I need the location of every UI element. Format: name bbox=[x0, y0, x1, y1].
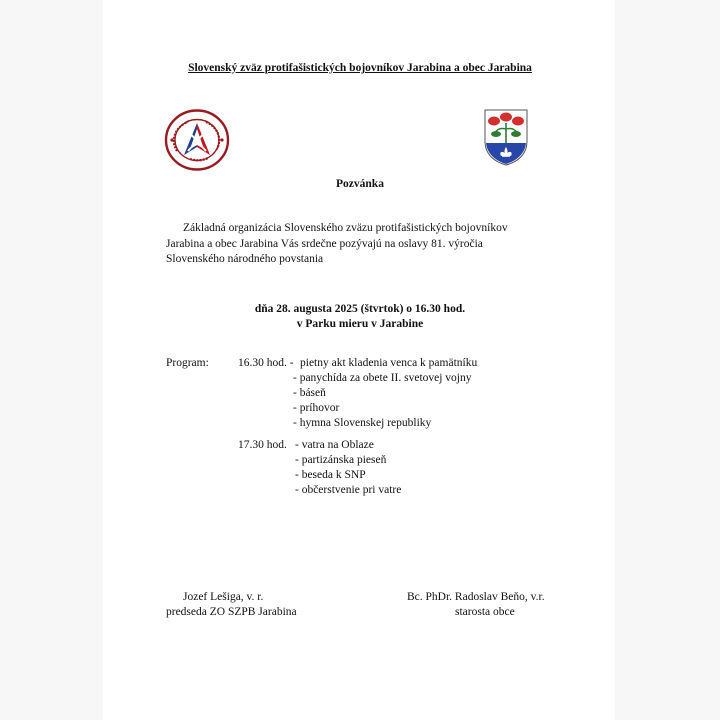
intro-paragraph bbox=[166, 221, 566, 268]
program-item: - vatra na Oblaze bbox=[295, 439, 374, 451]
program-item: - hymna Slovenskej republiky bbox=[293, 417, 432, 429]
signature-right bbox=[407, 590, 545, 620]
invitation-title: Pozvánka bbox=[336, 178, 384, 190]
signature-left-role: predseda ZO SZPB Jarabina bbox=[166, 606, 297, 618]
program-item: - beseda k SNP bbox=[295, 469, 366, 481]
intro-line-1: Základná organizácia Slovenského zväzu protifašistických bojovníkov bbox=[183, 222, 508, 234]
program-item: - občerstvenie pri vatre bbox=[295, 484, 402, 496]
organizers-heading: Slovenský zväz protifašistických bojovníkov Jarabina a obec Jarabina bbox=[188, 62, 532, 74]
page-margin-right bbox=[615, 0, 720, 720]
signature-left bbox=[166, 590, 297, 620]
signature-right-name: Bc. PhDr. Radoslav Beňo, v.r. bbox=[407, 591, 545, 603]
program-label: Program: bbox=[166, 357, 209, 369]
program-time-2: 17.30 hod. bbox=[238, 439, 287, 451]
signature-left-name: Jozef Lešiga, v. r. bbox=[183, 591, 264, 603]
signature-right-role: starosta obce bbox=[455, 606, 515, 618]
program-item: - partizánska pieseň bbox=[295, 454, 387, 466]
jarabina-coat-of-arms-logo bbox=[484, 109, 528, 166]
program-item: - báseň bbox=[293, 387, 326, 399]
intro-line-2: Jarabina a obec Jarabina Vás srdečne pozývajú na oslavy 81. výročia bbox=[166, 237, 483, 250]
intro-line-3: Slovenského národného povstania bbox=[166, 253, 324, 265]
page-margin-left bbox=[0, 0, 103, 720]
program-item: pietny akt kladenia venca k pamätníku bbox=[300, 357, 478, 369]
program-time-1: 16.30 hod. - bbox=[238, 357, 294, 369]
event-date: dňa 28. augusta 2025 (štvrtok) o 16.30 hod. bbox=[254, 303, 466, 315]
szpb-emblem-logo bbox=[164, 109, 230, 171]
event-date-place bbox=[0, 302, 720, 332]
program-item: - panychída za obete II. svetovej vojny bbox=[293, 372, 472, 384]
program-item: - príhovor bbox=[293, 402, 340, 414]
event-place: v Parku mieru v Jarabine bbox=[296, 318, 424, 330]
